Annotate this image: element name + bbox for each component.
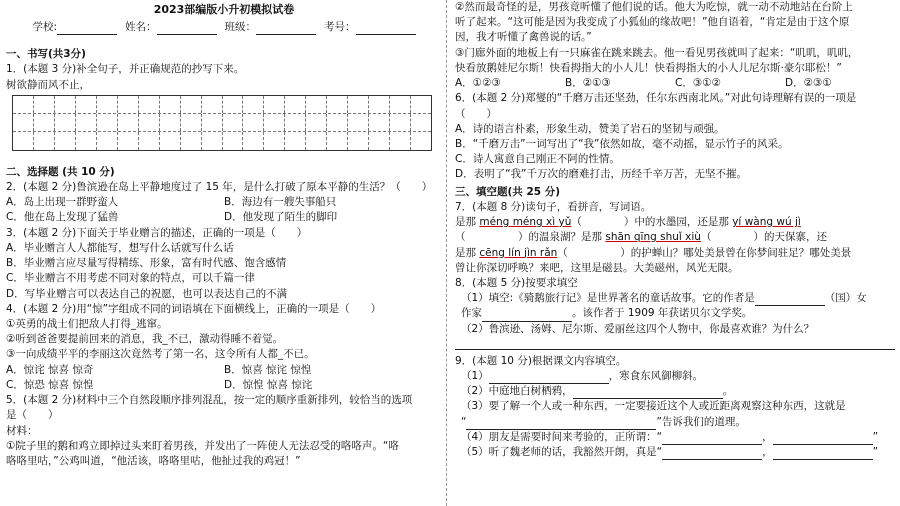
section-writing-title: 一、书写(共3分) — [6, 48, 86, 61]
option-a[interactable]: A．惊诧 惊喜 惊奇 — [6, 363, 94, 376]
school-field[interactable] — [57, 24, 117, 35]
question-5: 5．(本题 2 分)材料中三个自然段顺序排列混乱，按一定的顺序重新排列，较恰当的选项 — [6, 394, 413, 407]
answer-line[interactable] — [455, 349, 895, 350]
option-d[interactable]: D．②③① — [785, 77, 832, 90]
material-paragraph-3-cont: 快看放鹅娃尼尔斯！快看拇指大的小人儿！快看拇指大的小人儿尼尔斯·豪尔耶松！” — [455, 61, 842, 74]
question-8-part-2: （2）鲁滨逊、汤姆、尼尔斯、爱丽丝这四个人物中，你最喜欢谁？为什么？ — [461, 322, 815, 335]
question-9: 9．(本题 10 分)根据课文内容填空。 — [455, 354, 627, 367]
question-8-part-1: （1）填空:《骑鹅旅行记》是世界著名的童话故事。它的作者是 （国）女 — [455, 291, 895, 306]
option-c[interactable]: C．他在岛上发现了猛兽 — [6, 211, 119, 224]
material-paragraph-3: ③门廊外面的地板上有一只麻雀在跳来跳去。他一看见男孩就叫了起来：“叽叽，叽叽， — [455, 46, 859, 59]
number-label: 考号： — [324, 20, 416, 35]
material-paragraph-2-end: 因，我才听懂了禽兽说的话。” — [455, 31, 592, 44]
question-9-part-1: （1） ，寒食东风御柳斜。 — [455, 369, 895, 384]
question-2: 2．(本题 2 分)鲁滨逊在岛上平静地度过了 15 年，是什么打破了原本平静的生活？（ ） — [6, 181, 433, 194]
question-6-cont: （ ） — [455, 107, 497, 120]
material-paragraph-2-cont: 听了起来。“这可能是因为我变成了小狐仙的缘故吧！”他自语着，“肯定是由于这个原 — [455, 16, 850, 29]
option-b[interactable]: B．海边有一艘失事船只 — [224, 196, 337, 209]
option-a[interactable]: A．岛上出现一群野蛮人 — [6, 196, 119, 209]
option-b[interactable]: B．惊喜 惊诧 惊惶 — [224, 363, 312, 376]
question-1: 1．(本题 3 分)补全句子，并正确规范的抄写下来。 — [6, 63, 245, 76]
grid-row — [13, 132, 431, 150]
question-4-sentence-3: ③一向成绩平平的李丽这次竟然考了第一名，这令所有人都_不已。 — [6, 348, 315, 361]
answer-blank[interactable] — [773, 449, 873, 460]
option-a[interactable]: A．诗的语言朴素，形象生动，赞美了岩石的坚韧与顽强。 — [455, 122, 725, 135]
material-paragraph-1-cont: 咯咯里咕，”公鸡叫道，“他活该，咯咯里咕，他扯过我的鸡冠！” — [6, 454, 301, 467]
number-field[interactable] — [356, 24, 416, 35]
question-7-line-1: 是那 méng méng xì yǔ（ ）中的水墨园，还是那 yí wàng wú jì — [455, 216, 801, 229]
material-paragraph-1: ①院子里的鹅和鸡立即掉过头来盯着男孩，并发出了一阵使人无法忍受的咯咯声。“咯 — [6, 439, 399, 452]
question-9-part-4: （4）朋友是需要时间来考验的，正所谓：“ ， ” — [455, 430, 895, 445]
answer-blank[interactable] — [482, 311, 572, 322]
option-d[interactable]: D．惊惶 惊喜 惊诧 — [224, 378, 313, 391]
material-paragraph-2: ②然而最奇怪的是，男孩竟听懂了他们说的话。他大为吃惊，就一动不动地站在台阶上 — [455, 1, 853, 13]
student-info — [6, 20, 442, 35]
question-3: 3．(本题 2 分)下面关于毕业赠言的描述，正确的一项是（ ） — [6, 226, 308, 239]
option-a[interactable]: A．毕业赠言人人都能写，想写什么话就写什么话 — [6, 241, 234, 254]
question-5-material-label: 材料： — [6, 424, 38, 437]
school-label: 学校: — [32, 20, 117, 35]
left-column — [6, 0, 442, 506]
class-label: 班级： — [225, 20, 317, 35]
class-field[interactable] — [256, 24, 316, 35]
question-4-sentence-1: ①英勇的战士们把敌人打得_逃窜。 — [6, 318, 168, 330]
question-9-part-2: （2）中庭地白树栖鸦， 。 — [455, 384, 895, 399]
question-7-line-4: 曾让你深切呼唤？来吧，这里是磁县。大美磁州，风光无限。 — [455, 261, 739, 274]
question-2-options — [6, 195, 442, 225]
pinyin-1: méng méng xì yǔ — [479, 216, 572, 229]
option-d[interactable]: D．写毕业赠言可以表达自己的祝愿，也可以表达自己的不满 — [6, 287, 288, 300]
pinyin-4: cēng lín jìn rǎn — [479, 246, 558, 259]
answer-blank[interactable] — [573, 388, 723, 399]
question-4-sentence-2: ②听到爸爸要提前回来的消息，我_不已，激动得睡不着觉。 — [6, 333, 284, 346]
option-d[interactable]: D．表明了“我”千万次的磨难打击，历经千辛万苦，无坚不摧。 — [455, 168, 747, 181]
question-7: 7．(本题 8 分)读句子，看拼音，写词语。 — [455, 200, 652, 213]
option-c[interactable]: C．③①② — [675, 77, 722, 90]
pinyin-2: yí wàng wú jì — [732, 216, 801, 229]
question-9-part-3: （3）要了解一个人或一种东西，一定要接近这个人或近距离观察这种东西，这就是 — [461, 400, 846, 413]
name-field[interactable] — [157, 24, 217, 35]
question-7-line-2: （ ）的温泉湖？是那 shān qīng shuǐ xiù（ ）的天保寨，还 — [455, 231, 827, 244]
option-b[interactable]: B．②①③ — [565, 77, 611, 90]
question-5-options — [455, 76, 895, 91]
section-fill-title: 三、填空题(共 25 分) — [455, 185, 561, 198]
section-choice-title: 二、选择题 (共 10 分) — [6, 165, 115, 178]
grid-row — [13, 114, 431, 132]
option-d[interactable]: D．他发现了陌生的脚印 — [224, 211, 338, 224]
option-c[interactable]: C．毕业赠言不用考虑不同对象的特点，可以千篇一律 — [6, 272, 255, 285]
question-4: 4．(本题 2 分)用“惊”字组成不同的词语填在下面横线上，正确的一项是（ ） — [6, 302, 382, 315]
right-column — [455, 0, 895, 506]
option-c[interactable]: C．诗人寓意自己刚正不阿的性情。 — [455, 153, 620, 166]
question-6: 6．(本题 2 分)郑燮的“千磨万击还坚劲，任尔东西南北风。”对此句诗理解有误的一项是 — [455, 92, 857, 105]
option-a[interactable]: A．①②③ — [455, 77, 501, 90]
name-label: 姓名： — [125, 20, 217, 35]
answer-blank[interactable] — [755, 295, 825, 306]
answer-blank[interactable] — [489, 373, 609, 384]
column-divider — [446, 0, 447, 506]
page-title: 2023部编版小升初模拟试卷 — [153, 3, 295, 16]
option-c[interactable]: C．惊恐 惊喜 惊惶 — [6, 378, 94, 391]
question-5-cont: 是（ ） — [6, 409, 59, 422]
writing-grid[interactable] — [12, 95, 432, 151]
option-b[interactable]: B．毕业赠言应尽量写得精练、形象，富有时代感、饱含感情 — [6, 257, 287, 270]
question-1-line: 树欲静而风不止， — [6, 78, 90, 91]
question-8: 8．(本题 5 分)按要求填空 — [455, 276, 578, 289]
answer-blank[interactable] — [466, 419, 656, 430]
option-b[interactable]: B．“千磨万击”一词写出了“我”依然如故，毫不动摇，显示竹子的风采。 — [455, 137, 789, 150]
grid-row — [13, 96, 431, 114]
question-8-part-1-cont: 作家 。该作者于 1909 年获诺贝尔文学奖。 — [455, 306, 895, 321]
answer-blank[interactable] — [662, 434, 762, 445]
answer-blank[interactable] — [662, 449, 762, 460]
question-7-line-3: 是那 cēng lín jìn rǎn（ ）的护蝉山？哪处美景曾在你梦间驻足？哪处美景 — [455, 246, 852, 259]
answer-blank[interactable] — [773, 434, 873, 445]
question-9-part-5: （5）听了魏老师的话，我豁然开朗，真是“ ， ” — [455, 445, 895, 460]
question-9-part-3-cont: “ ”告诉我们的道理。 — [455, 415, 895, 430]
question-4-options — [6, 363, 442, 393]
pinyin-3: shān qīng shuǐ xiù — [605, 231, 701, 244]
